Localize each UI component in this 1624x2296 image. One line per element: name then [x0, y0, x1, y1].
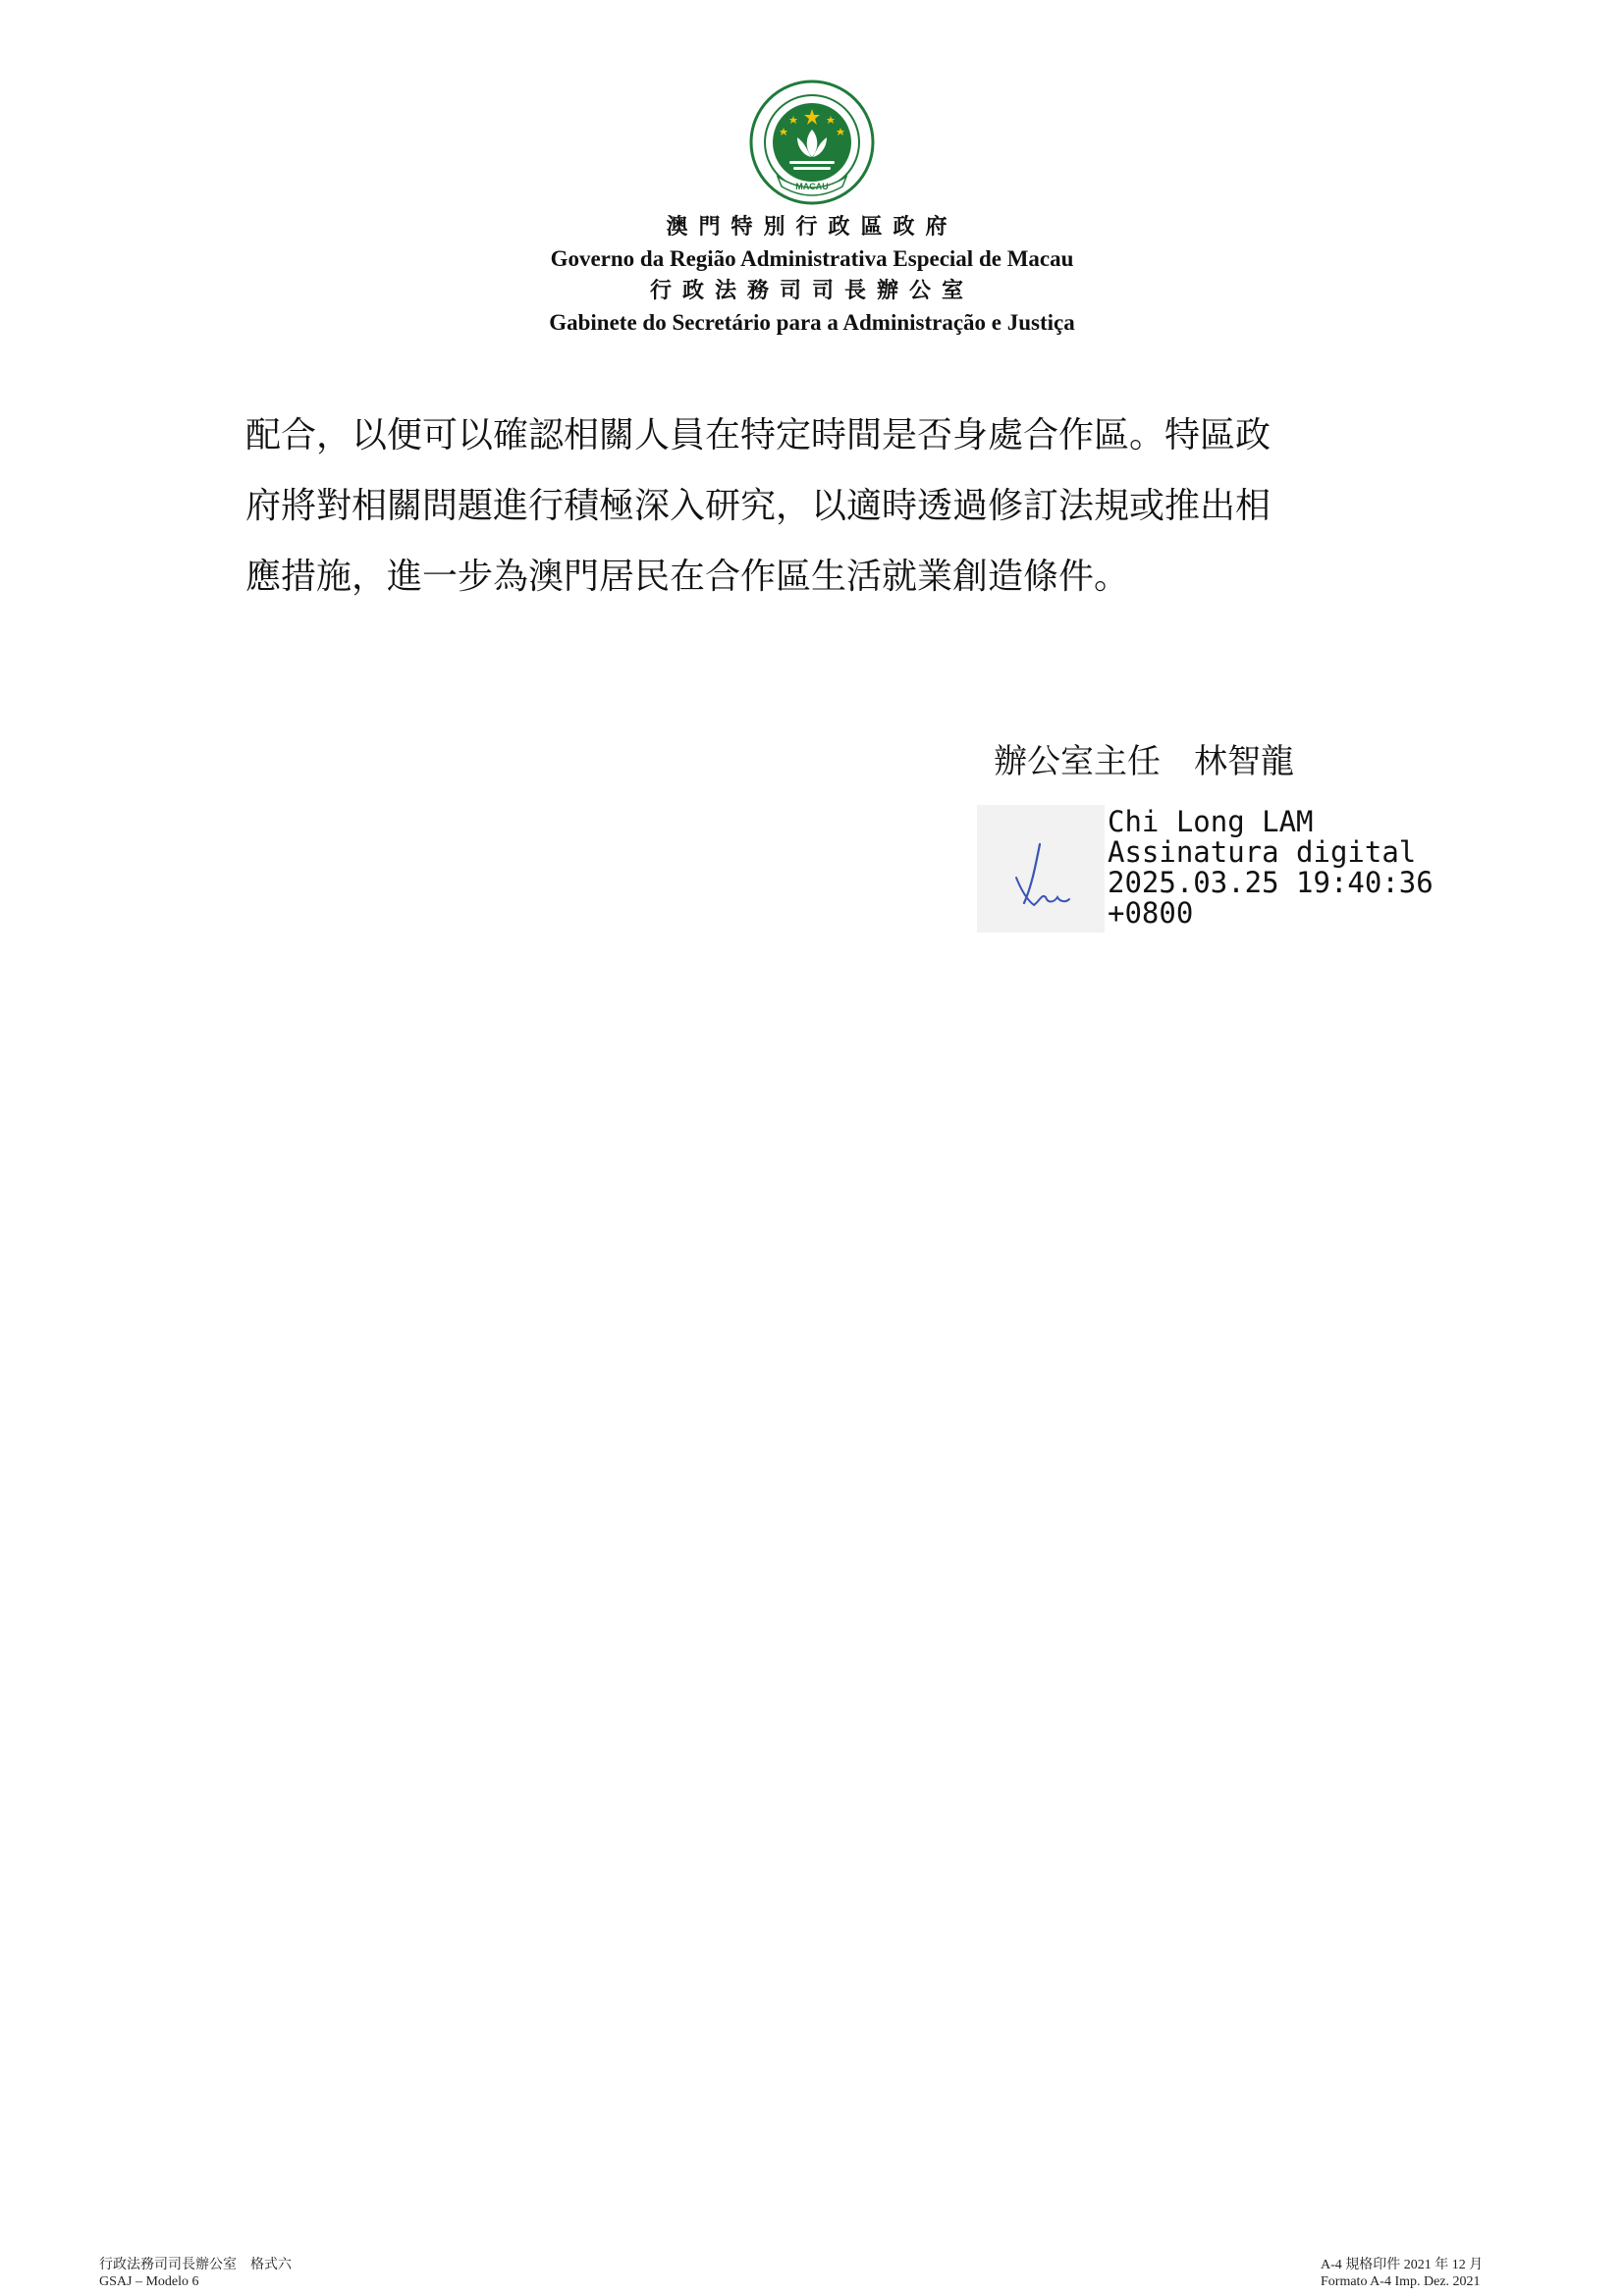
footer-left: [99, 2257, 292, 2290]
body-line: 配合，以便可以確認相關人員在特定時間是否身處合作區。特區政: [245, 415, 1272, 455]
signatory-title: 辦公室主任 林智龍: [994, 742, 1294, 781]
footer-form-name-chinese: 行政法務司司長辦公室 格式六: [99, 2258, 292, 2272]
body-line: 府將對相關問題進行積極深入研究，以適時透過修訂法規或推出相: [245, 486, 1272, 526]
signature-label: Assinatura digital: [1108, 835, 1417, 869]
handwritten-signature: [977, 805, 1105, 933]
government-name-portuguese: Governo da Região Administrativa Especial de Macau: [550, 246, 1074, 271]
signature-datetime: 2025.03.25 19:40:36: [1108, 866, 1434, 899]
office-name-portuguese: Gabinete do Secretário para a Administração e Justiça: [549, 310, 1075, 335]
signature-timezone: +0800: [1108, 896, 1194, 930]
government-name-chinese: 澳門特別行政區政府: [666, 214, 958, 240]
footer-format-portuguese: Formato A-4 Imp. Dez. 2021: [1321, 2274, 1481, 2289]
office-name-chinese: 行政法務司司長辦公室: [649, 278, 974, 303]
footer-right: [1321, 2257, 1483, 2290]
digital-signature-block: [1108, 807, 1434, 929]
body-line: 應措施，進一步為澳門居民在合作區生活就業創造條件。: [245, 557, 1130, 597]
footer-form-name-portuguese: GSAJ – Modelo 6: [99, 2274, 199, 2289]
signer-name: Chi Long LAM: [1108, 805, 1314, 838]
letter-body: [245, 400, 1483, 613]
macau-emblem-logo: [748, 79, 876, 206]
footer-format-chinese: A-4 規格印件 2021 年 12 月: [1321, 2258, 1484, 2272]
letterhead: [0, 79, 1624, 334]
svg-text:MACAU: MACAU: [795, 182, 829, 191]
